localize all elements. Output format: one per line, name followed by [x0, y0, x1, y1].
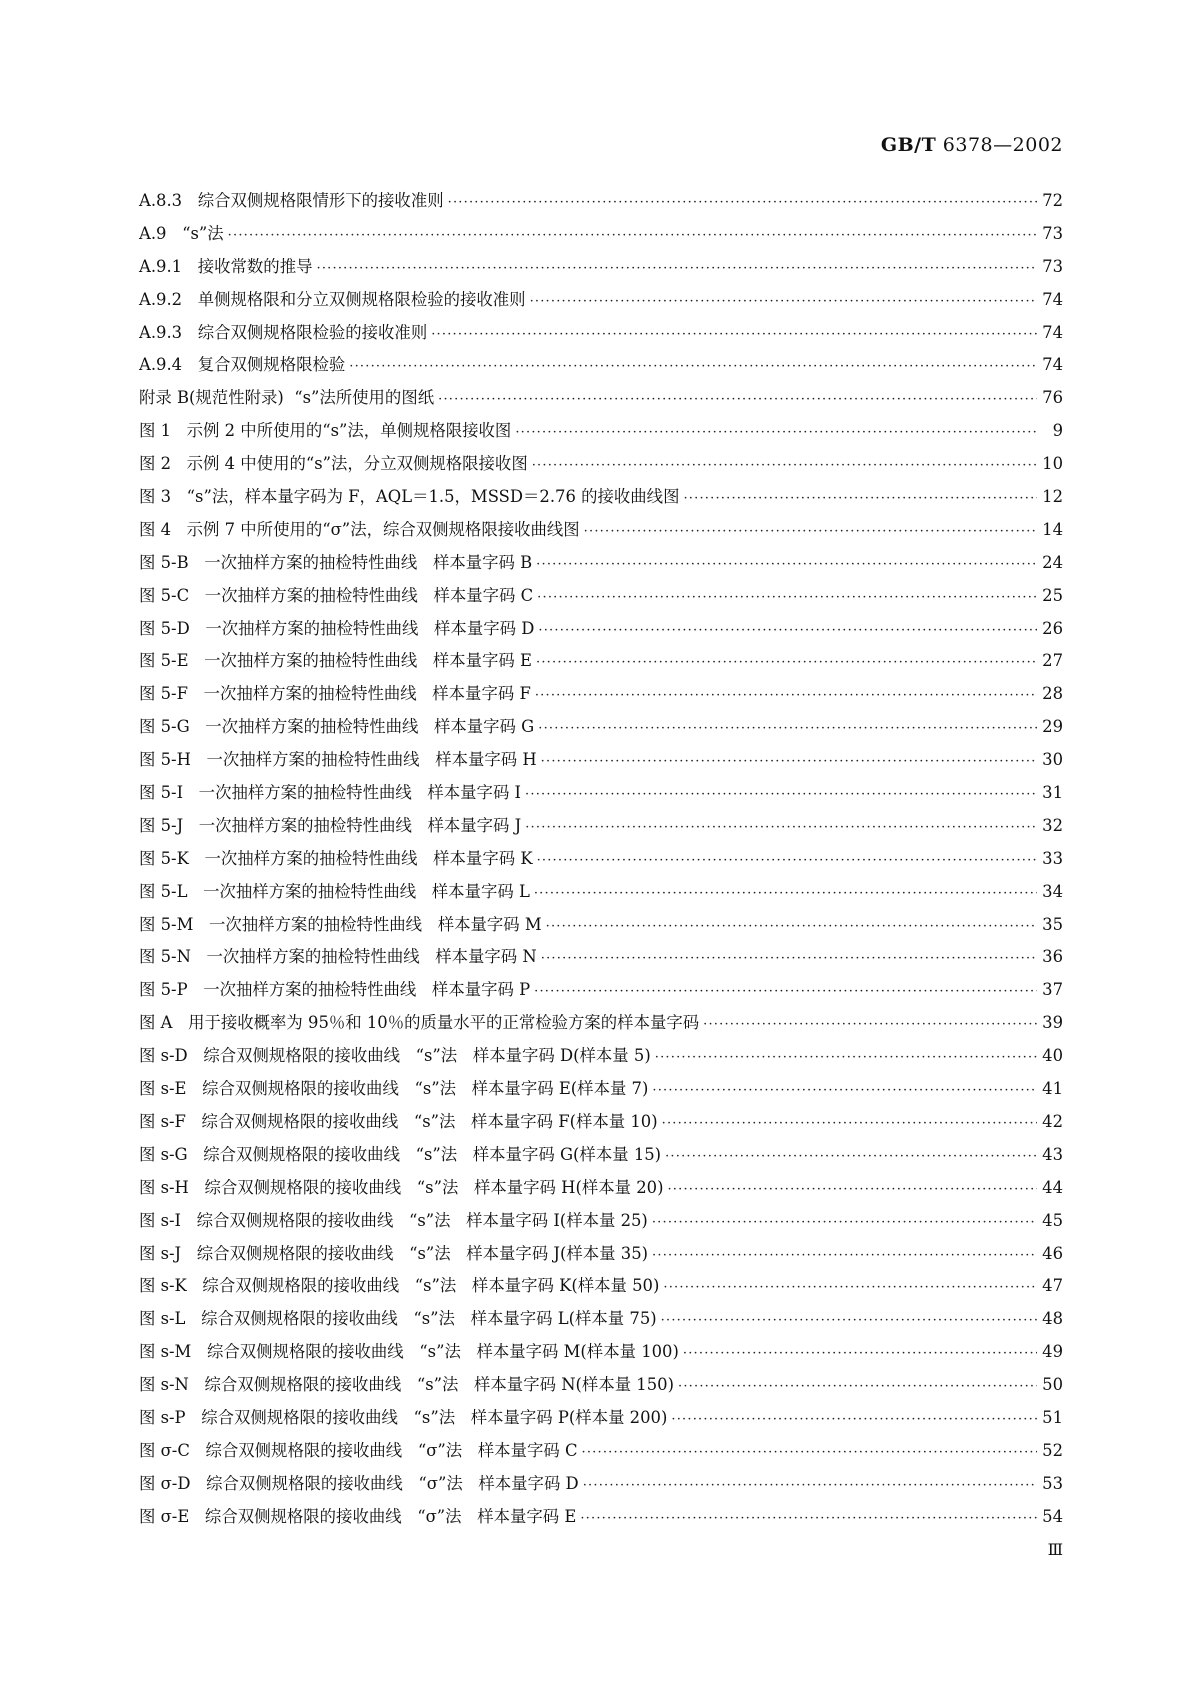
- toc-leader-dots: [667, 1404, 1037, 1437]
- toc-entry-page: 29: [1042, 717, 1063, 737]
- toc-entry-page: 51: [1042, 1407, 1063, 1427]
- toc-entry[interactable]: [139, 1501, 1063, 1534]
- toc-leader-dots: [648, 1240, 1037, 1273]
- toc-entry[interactable]: [139, 1336, 1063, 1369]
- toc-entry[interactable]: [139, 382, 1063, 415]
- page-number: Ⅲ: [1047, 1540, 1063, 1559]
- toc-entry-page: 34: [1042, 881, 1063, 901]
- toc-leader-dots: [679, 1338, 1037, 1371]
- toc-entry[interactable]: [139, 251, 1063, 284]
- toc-entry-page: 40: [1042, 1046, 1063, 1066]
- toc-entry-page: 9: [1052, 421, 1063, 441]
- toc-leader-dots: [521, 812, 1037, 845]
- toc-entry-label: 图 5-K 一次抽样方案的抽检特性曲线 样本量字码 K: [139, 848, 533, 868]
- toc-leader-dots: [651, 1042, 1037, 1075]
- toc-entry-page: 76: [1042, 388, 1063, 408]
- toc-leader-dots: [648, 1075, 1037, 1108]
- toc-entry[interactable]: [139, 1139, 1063, 1172]
- toc-entry[interactable]: [139, 1172, 1063, 1205]
- toc-entry[interactable]: [139, 1205, 1063, 1238]
- toc-entry-page: 30: [1042, 750, 1063, 770]
- toc-entry[interactable]: [139, 1303, 1063, 1336]
- toc-entry-page: 74: [1042, 355, 1063, 375]
- toc-entry-label: 图 5-I 一次抽样方案的抽检特性曲线 样本量字码 I: [139, 783, 522, 803]
- toc-entry-page: 26: [1042, 618, 1063, 638]
- toc-entry-page: 42: [1042, 1111, 1063, 1131]
- toc-leader-dots: [532, 647, 1037, 680]
- toc-entry-label: A.9 “s”法: [139, 223, 224, 243]
- toc-entry[interactable]: [139, 547, 1063, 580]
- toc-entry-page: 35: [1042, 914, 1063, 934]
- toc-entry[interactable]: [139, 711, 1063, 744]
- toc-entry[interactable]: [139, 415, 1063, 448]
- toc-entry[interactable]: [139, 1073, 1063, 1106]
- toc-entry-page: 32: [1042, 815, 1063, 835]
- toc-entry[interactable]: [139, 645, 1063, 678]
- toc-entry[interactable]: [139, 1106, 1063, 1139]
- toc-leader-dots: [434, 384, 1037, 417]
- toc-entry-page: 50: [1042, 1375, 1063, 1395]
- toc-leader-dots: [345, 351, 1037, 384]
- toc-entry[interactable]: [139, 909, 1063, 942]
- toc-entry-page: 36: [1042, 947, 1063, 967]
- toc-entry[interactable]: [139, 580, 1063, 613]
- toc-entry-label: 图 s-L 综合双侧规格限的接收曲线 “s”法 样本量字码 L(样本量 75): [139, 1309, 657, 1329]
- toc-entry-page: 49: [1042, 1342, 1063, 1362]
- toc-entry-page: 43: [1042, 1144, 1063, 1164]
- toc-entry-label: 图 s-K 综合双侧规格限的接收曲线 “s”法 样本量字码 K(样本量 50): [139, 1276, 660, 1296]
- toc-leader-dots: [537, 943, 1037, 976]
- toc-entry[interactable]: [139, 481, 1063, 514]
- toc-entry-label: 图 A 用于接收概率为 95％和 10％的质量水平的正常检验方案的样本量字码: [139, 1013, 700, 1033]
- toc-leader-dots: [576, 1503, 1037, 1536]
- toc-entry-page: 12: [1042, 487, 1063, 507]
- toc-entry[interactable]: [139, 1468, 1063, 1501]
- toc-entry[interactable]: [139, 1369, 1063, 1402]
- toc-entry-label: 图 5-L 一次抽样方案的抽检特性曲线 样本量字码 L: [139, 881, 530, 901]
- toc-entry-page: 72: [1042, 191, 1063, 210]
- toc-entry-label: 图 5-M 一次抽样方案的抽检特性曲线 样本量字码 M: [139, 914, 542, 934]
- toc-entry-label: 图 s-J 综合双侧规格限的接收曲线 “s”法 样本量字码 J(样本量 35): [139, 1243, 649, 1263]
- toc-entry-label: 图 σ-D 综合双侧规格限的接收曲线 “σ”法 样本量字码 D: [139, 1473, 579, 1493]
- toc-leader-dots: [580, 516, 1037, 549]
- toc-entry-page: 37: [1042, 980, 1063, 1000]
- toc-entry-label: 图 s-N 综合双侧规格限的接收曲线 “s”法 样本量字码 N(样本量 150): [139, 1375, 674, 1395]
- toc-entry[interactable]: [139, 448, 1063, 481]
- toc-leader-dots: [533, 845, 1037, 878]
- toc-entry[interactable]: [139, 843, 1063, 876]
- toc-entry[interactable]: [139, 1435, 1063, 1468]
- toc-entry-label: 图 5-F 一次抽样方案的抽检特性曲线 样本量字码 F: [139, 684, 531, 704]
- toc-entry-label: 图 4 示例 7 中所使用的“σ”法，综合双侧规格限接收曲线图: [139, 519, 580, 539]
- toc-entry-label: 图 5-B 一次抽样方案的抽检特性曲线 样本量字码 B: [139, 552, 533, 572]
- toc-entry[interactable]: [139, 349, 1063, 382]
- toc-entry-page: 39: [1042, 1013, 1063, 1033]
- toc-entry[interactable]: [139, 1402, 1063, 1435]
- toc-entry-page: 24: [1042, 552, 1063, 572]
- toc-entry-page: 45: [1042, 1210, 1063, 1230]
- toc-entry[interactable]: [139, 777, 1063, 810]
- toc-entry-label: 图 5-D 一次抽样方案的抽检特性曲线 样本量字码 D: [139, 618, 535, 638]
- standard-code: [881, 134, 1063, 156]
- toc-entry-label: A.9.3 综合双侧规格限检验的接收准则: [139, 322, 428, 342]
- toc-entry-page: 48: [1042, 1309, 1063, 1329]
- toc-entry-label: 图 5-P 一次抽样方案的抽检特性曲线 样本量字码 P: [139, 980, 531, 1000]
- toc-entry-page: 74: [1042, 289, 1063, 309]
- toc-entry[interactable]: [139, 1270, 1063, 1303]
- toc-entry-label: A.9.4 复合双侧规格限检验: [139, 355, 346, 375]
- toc-entry[interactable]: [139, 218, 1063, 251]
- toc-leader-dots: [657, 1305, 1037, 1338]
- toc-entry-page: 28: [1042, 684, 1063, 704]
- toc-leader-dots: [533, 582, 1037, 615]
- toc-leader-dots: [579, 1470, 1037, 1503]
- toc-leader-dots: [537, 746, 1037, 779]
- toc-leader-dots: [679, 483, 1037, 516]
- toc-leader-dots: [531, 680, 1037, 713]
- toc-leader-dots: [674, 1371, 1037, 1404]
- toc-entry-page: 73: [1042, 223, 1063, 243]
- toc-entry-page: 52: [1042, 1440, 1063, 1460]
- toc-leader-dots: [511, 417, 1037, 450]
- toc-entry-page: 47: [1042, 1276, 1063, 1296]
- toc-entry[interactable]: [139, 1007, 1063, 1040]
- toc-entry-label: A.8.3 综合双侧规格限情形下的接收准则: [139, 191, 444, 210]
- toc-entry[interactable]: [139, 744, 1063, 777]
- toc-entry-label: 图 3 “s”法，样本量字码为 F，AQL＝1.5，MSSD＝2.76 的接收曲线图: [139, 487, 680, 507]
- toc-leader-dots: [530, 976, 1037, 1009]
- toc-entry-label: 图 5-J 一次抽样方案的抽检特性曲线 样本量字码 J: [139, 815, 522, 835]
- toc-entry[interactable]: [139, 941, 1063, 974]
- toc-entry-label: 图 5-C 一次抽样方案的抽检特性曲线 样本量字码 C: [139, 585, 534, 605]
- toc-leader-dots: [526, 286, 1037, 319]
- toc-leader-dots: [578, 1437, 1038, 1470]
- toc-leader-dots: [659, 1272, 1037, 1305]
- toc-entry-page: 14: [1042, 519, 1063, 539]
- toc-leader-dots: [528, 450, 1037, 483]
- toc-entry[interactable]: [139, 876, 1063, 909]
- toc-entry-page: 31: [1042, 783, 1063, 803]
- toc-entry[interactable]: [139, 810, 1063, 843]
- toc-entry-label: 图 σ-C 综合双侧规格限的接收曲线 “σ”法 样本量字码 C: [139, 1440, 578, 1460]
- toc-leader-dots: [661, 1141, 1037, 1174]
- toc-entry-page: 27: [1042, 651, 1063, 671]
- toc-entry-label: 图 s-E 综合双侧规格限的接收曲线 “s”法 样本量字码 E(样本量 7): [139, 1079, 649, 1099]
- toc-entry-label: 图 5-G 一次抽样方案的抽检特性曲线 样本量字码 G: [139, 717, 535, 737]
- toc-entry-page: 33: [1042, 848, 1063, 868]
- toc-entry-label: 图 s-D 综合双侧规格限的接收曲线 “s”法 样本量字码 D(样本量 5): [139, 1046, 651, 1066]
- toc-entry-label: A.9.2 单侧规格限和分立双侧规格限检验的接收准则: [139, 289, 526, 309]
- toc-leader-dots: [648, 1207, 1037, 1240]
- toc-entry-page: 54: [1042, 1506, 1063, 1526]
- toc-leader-dots: [521, 779, 1037, 812]
- toc-entry[interactable]: [139, 678, 1063, 711]
- toc-entry-label: 图 2 示例 4 中使用的“s”法，分立双侧规格限接收图: [139, 454, 528, 474]
- toc-entry-label: 图 s-G 综合双侧规格限的接收曲线 “s”法 样本量字码 G(样本量 15): [139, 1144, 662, 1164]
- standard-code-prefix: GB/T: [880, 134, 937, 156]
- toc-entry-label: 图 s-M 综合双侧规格限的接收曲线 “s”法 样本量字码 M(样本量 100): [139, 1342, 679, 1362]
- toc-entry-label: A.9.1 接收常数的推导: [139, 256, 313, 276]
- toc-leader-dots: [444, 187, 1037, 220]
- standard-code-number: 6378—2002: [936, 134, 1063, 156]
- toc-entry-label: 图 σ-E 综合双侧规格限的接收曲线 “σ”法 样本量字码 E: [139, 1506, 577, 1526]
- toc-entry[interactable]: [139, 185, 1063, 218]
- toc-entry-page: 74: [1042, 322, 1063, 342]
- toc-entry-label: 图 s-I 综合双侧规格限的接收曲线 “s”法 样本量字码 I(样本量 25): [139, 1210, 648, 1230]
- toc-leader-dots: [532, 549, 1037, 582]
- toc-entry-page: 25: [1042, 585, 1063, 605]
- toc-entry-label: 附录 B(规范性附录) “s”法所使用的图纸: [139, 388, 435, 408]
- toc-entry-label: 图 1 示例 2 中所使用的“s”法，单侧规格限接收图: [139, 421, 512, 441]
- toc-entry[interactable]: [139, 613, 1063, 646]
- toc-entry-page: 73: [1042, 256, 1063, 276]
- toc-entry[interactable]: [139, 974, 1063, 1007]
- toc-entry-label: 图 s-H 综合双侧规格限的接收曲线 “s”法 样本量字码 H(样本量 20): [139, 1177, 664, 1197]
- toc-leader-dots: [224, 220, 1037, 253]
- toc-entry-page: 53: [1042, 1473, 1063, 1493]
- toc-entry[interactable]: [139, 1238, 1063, 1271]
- toc-entry[interactable]: [139, 514, 1063, 547]
- toc-leader-dots: [542, 911, 1037, 944]
- toc-entry-page: 41: [1042, 1079, 1063, 1099]
- toc-leader-dots: [530, 878, 1037, 911]
- toc-entry-page: 46: [1042, 1243, 1063, 1263]
- toc-leader-dots: [658, 1108, 1037, 1141]
- toc-entry-page: 10: [1042, 454, 1063, 474]
- toc-entry[interactable]: [139, 284, 1063, 317]
- toc-entry[interactable]: [139, 1040, 1063, 1073]
- toc-entry-label: 图 s-P 综合双侧规格限的接收曲线 “s”法 样本量字码 P(样本量 200): [139, 1407, 668, 1427]
- toc-entry-page: 44: [1042, 1177, 1063, 1197]
- table-of-contents: [139, 185, 1063, 1534]
- toc-entry-label: 图 5-N 一次抽样方案的抽检特性曲线 样本量字码 N: [139, 947, 537, 967]
- toc-entry[interactable]: [139, 317, 1063, 350]
- toc-entry-label: 图 5-H 一次抽样方案的抽检特性曲线 样本量字码 H: [139, 750, 537, 770]
- toc-leader-dots: [663, 1174, 1037, 1207]
- toc-leader-dots: [534, 713, 1037, 746]
- toc-leader-dots: [534, 615, 1037, 648]
- toc-leader-dots: [699, 1009, 1037, 1042]
- toc-entry-label: 图 5-E 一次抽样方案的抽检特性曲线 样本量字码 E: [139, 651, 532, 671]
- toc-leader-dots: [312, 253, 1037, 286]
- toc-entry-label: 图 s-F 综合双侧规格限的接收曲线 “s”法 样本量字码 F(样本量 10): [139, 1111, 658, 1131]
- toc-leader-dots: [427, 319, 1037, 352]
